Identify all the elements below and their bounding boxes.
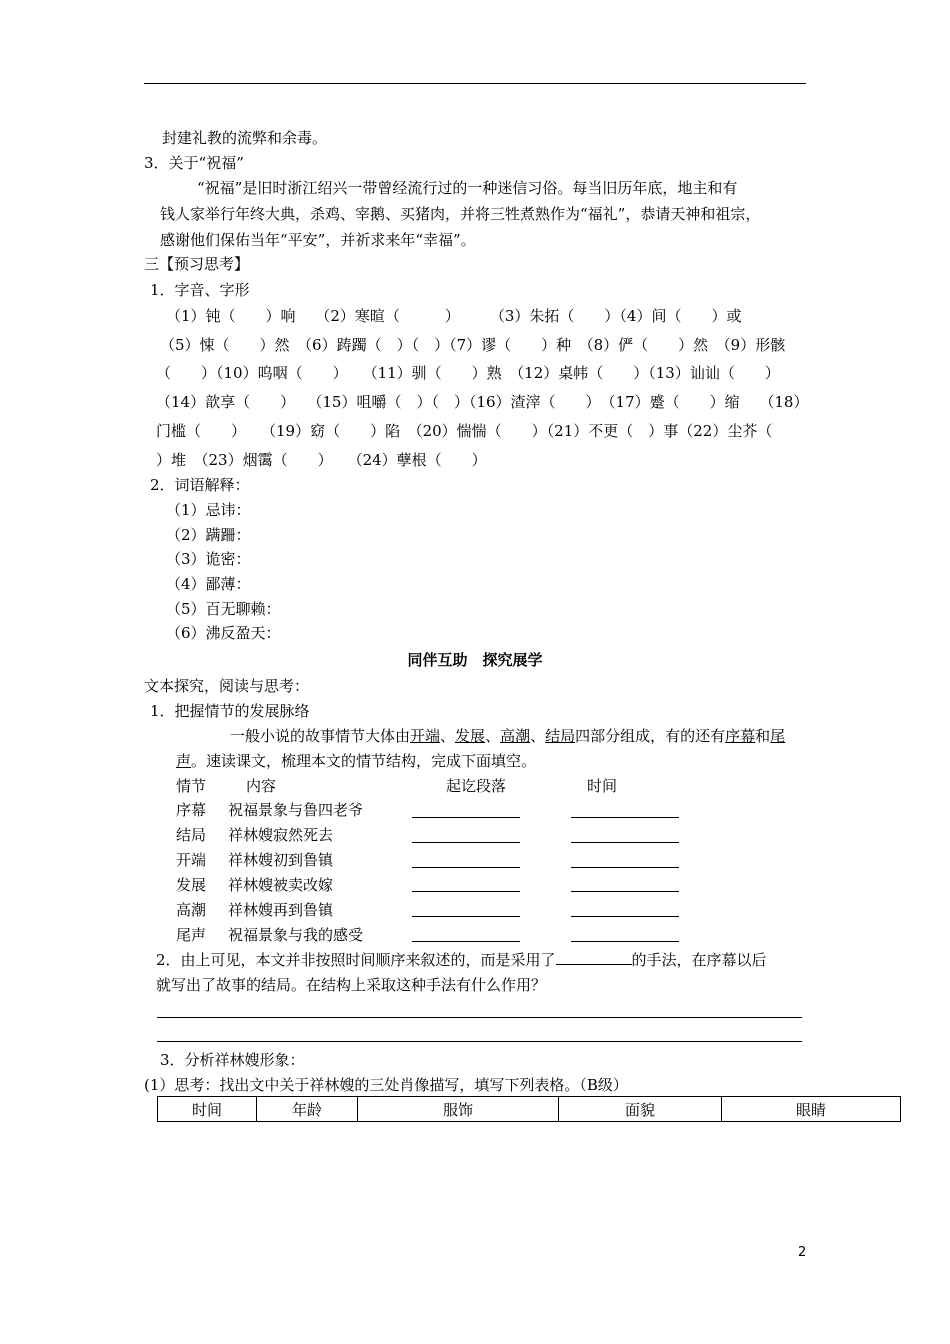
table-header-cell: 服饰 <box>358 1097 559 1122</box>
plot-paragraph-line2: 声。速读课文，梳理本文的情节结构，完成下面填空。 <box>176 752 537 770</box>
time-blank[interactable] <box>571 817 679 818</box>
pronunciation-line: （5）悚（ ）然 （6）踌躅（ ）（ ）（7）谬（ ）种 （8）俨（ ）然 （9）形骸 <box>160 336 786 354</box>
para-blank[interactable] <box>412 916 520 917</box>
preview-title: 三【预习思考】 <box>144 255 250 273</box>
plot-label: 序幕 <box>176 801 207 819</box>
word-item: （3）诡密： <box>166 550 251 568</box>
header-content: 内容 <box>246 777 277 795</box>
pronunciation-line: （1）钝（ ）响 （2）寒暄（ ） （3）朱拓（ ）（4）间（ ）或 <box>166 307 742 325</box>
pronunciation-line: （14）歆享（ ） （15）咀嚼（ ）（ ）（16）渣滓（ ） （17）蹙（ ）缩 （18） <box>156 393 809 411</box>
time-blank[interactable] <box>571 941 679 942</box>
explore-intro: 文本探究，阅读与思考： <box>144 677 310 695</box>
para-blank[interactable] <box>412 891 520 892</box>
table-header-cell: 面貌 <box>559 1097 722 1122</box>
q2-title: 2．词语解释： <box>150 476 250 494</box>
plot-content: 祝福景象与鲁四老爷 <box>228 801 364 819</box>
word-item: （2）蹒跚： <box>166 526 251 544</box>
plot-content: 祥林嫂初到鲁镇 <box>228 851 334 869</box>
answer-line[interactable] <box>157 1017 802 1018</box>
portrait-table <box>157 1096 901 1122</box>
pronunciation-line: ）堆 （23）烟霭（ ） （24）孽根（ ） <box>156 451 487 469</box>
q2-line2: 就写出了故事的结局。在结构上采取这种手法有什么作用？ <box>156 976 547 994</box>
plot-paragraph-line1: 一般小说的故事情节大体由开端、发展、高潮、结局四部分组成，有的还有序幕和尾 <box>230 727 786 745</box>
header-para: 起讫段落 <box>446 777 507 795</box>
word-item: （4）鄙薄： <box>166 575 251 593</box>
paragraph-line: 感谢他们保佑当年“平安”，并祈求来年“幸福”。 <box>160 231 476 249</box>
answer-line[interactable] <box>157 1041 802 1042</box>
table-header-cell: 年龄 <box>257 1097 358 1122</box>
header-time: 时间 <box>587 777 618 795</box>
table-header-row <box>158 1097 901 1122</box>
word-item: （1）忌讳： <box>166 501 251 519</box>
plot-content: 祝福景象与我的感受 <box>228 926 364 944</box>
page-number: 2 <box>798 1245 807 1260</box>
method-blank[interactable] <box>556 950 632 965</box>
plot-label: 开端 <box>176 851 207 869</box>
time-blank[interactable] <box>571 916 679 917</box>
plot-label: 尾声 <box>176 926 207 944</box>
table-header-cell: 时间 <box>158 1097 257 1122</box>
q2-line1: 2．由上可见，本文并非按照时间顺序来叙述的，而是采用了 的手法，在序幕以后 <box>156 951 767 969</box>
section-3-title: 3．关于“祝福” <box>144 154 244 172</box>
table-header-cell: 眼睛 <box>722 1097 901 1122</box>
continued-text: 封建礼教的流弊和余毒。 <box>162 129 328 147</box>
section-heading: 同伴互助 探究展学 <box>407 651 543 669</box>
para-blank[interactable] <box>412 817 520 818</box>
q1-title: 1．字音、字形 <box>150 281 250 299</box>
plot-content: 祥林嫂再到鲁镇 <box>228 901 334 919</box>
explore-q1-title: 1．把握情节的发展脉络 <box>150 702 310 720</box>
pronunciation-line: （ ）（10）呜咽（ ） （11）驯（ ）熟 （12）桌帏（ ）（13）讪讪（ ） <box>156 364 780 382</box>
plot-content: 祥林嫂寂然死去 <box>228 826 334 844</box>
pronunciation-line: 门槛（ ） （19）窈（ ）陷 （20）惴惴（ ）（21）不更（ ）事（22）尘芥（ <box>156 422 773 440</box>
time-blank[interactable] <box>571 867 679 868</box>
word-item: （5）百无聊赖： <box>166 600 281 618</box>
plot-label: 结局 <box>176 826 207 844</box>
plot-content: 祥林嫂被卖改嫁 <box>228 876 334 894</box>
word-item: （6）沸反盈天： <box>166 624 281 642</box>
para-blank[interactable] <box>412 867 520 868</box>
header-rule <box>144 83 806 84</box>
para-blank[interactable] <box>412 842 520 843</box>
para-blank[interactable] <box>412 941 520 942</box>
header-plot: 情节 <box>176 777 207 795</box>
paragraph-line: “祝福”是旧时浙江绍兴一带曾经流行过的一种迷信习俗。每当旧历年底，地主和有 <box>197 179 738 197</box>
paragraph-line: 钱人家举行年终大典，杀鸡、宰鹅、买猪肉，并将三牲煮熟作为“福礼”，恭请天神和祖宗， <box>160 205 761 223</box>
plot-label: 发展 <box>176 876 207 894</box>
time-blank[interactable] <box>571 842 679 843</box>
time-blank[interactable] <box>571 891 679 892</box>
plot-label: 高潮 <box>176 901 207 919</box>
q3-sub: (1）思考：找出文中关于祥林嫂的三处肖像描写，填写下列表格。（B级） <box>144 1076 628 1094</box>
q3-title: 3．分析祥林嫂形象： <box>160 1051 305 1069</box>
